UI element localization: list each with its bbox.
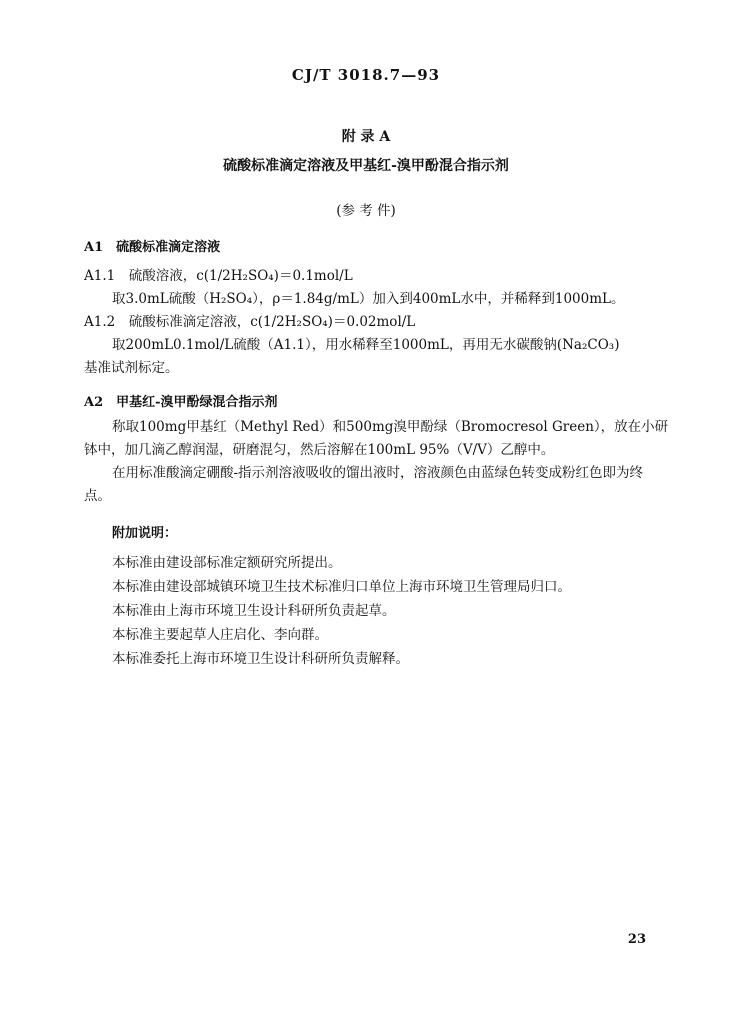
notes-line: 本标准由上海市环境卫生设计科研所负责起草。 [112,603,396,619]
appendix-note: (参 考 件) [336,203,396,219]
clause-a1-2: A1.2 硫酸标准滴定溶液，c(1/2H₂SO₄)＝0.02mol/L [84,314,416,330]
notes-line: 本标准主要起草人庄启化、李向群。 [112,627,328,643]
clause-a1-2-continuation: 基准试剂标定。 [84,360,179,376]
notes-line: 本标准委托上海市环境卫生设计科研所负责解释。 [112,651,409,667]
appendix-label: 附 录 A [341,129,391,145]
section-a2-heading: A2 甲基红-溴甲酚绿混合指示剂 [84,395,278,410]
appendix-title: 硫酸标准滴定溶液及甲基红-溴甲酚混合指示剂 [223,158,509,174]
clause-a1-1: A1.1 硫酸溶液，c(1/2H₂SO₄)＝0.1mol/L [84,268,353,284]
page-number: 23 [627,932,646,947]
clause-a1-1-text: 取3.0mL硫酸（H₂SO₄），ρ＝1.84g/mL）加入到400mL水中，并稀释到1000mL。 [112,291,625,307]
standard-code-header: CJ/T 3018.7—93 [291,66,441,84]
clause-a1-2-text: 取200mL0.1mol/L硫酸（A1.1），用水稀释至1000mL，再用无水碳酸钠(Na₂CO₃) [112,337,620,353]
section-a2-paragraph-1: 称取100mg甲基红（Methyl Red）和500mg溴甲酚绿（Bromocresol Green），放在小研钵中，加几滴乙醇润湿，研磨混匀，然后溶解在100mL 95%（V/V）乙醇中。 [84,419,669,458]
section-a1-heading: A1 硫酸标准滴定溶液 [84,240,221,255]
section-a2-paragraph-2: 在用标准酸滴定硼酸-指示剂溶液吸收的馏出液时，溶液颜色由蓝绿色转变成粉红色即为终点。 [84,465,644,504]
notes-line: 本标准由建设部城镇环境卫生技术标准归口单位上海市环境卫生管理局归口。 [112,579,571,595]
notes-heading: 附加说明： [112,526,178,541]
notes-line: 本标准由建设部标准定额研究所提出。 [112,555,342,571]
